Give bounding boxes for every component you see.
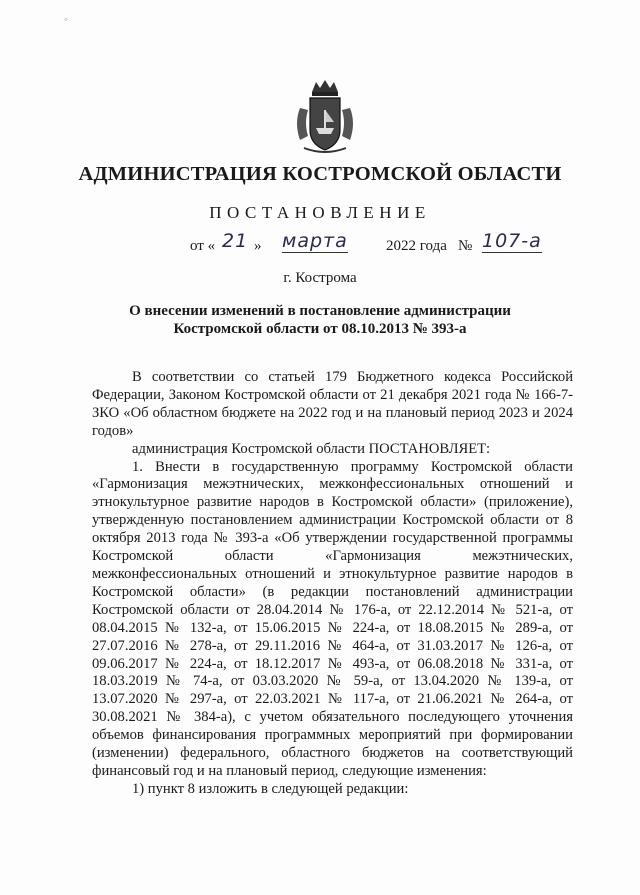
- document-type: ПОСТАНОВЛЕНИЕ: [209, 203, 431, 222]
- date-number-line: [190, 230, 570, 260]
- date-prefix: от «: [190, 238, 216, 254]
- body-paragraph: администрация Костромской области ПОСТАНОВЛЯЕТ:: [132, 440, 491, 457]
- body-paragraph: 1) пункт 8 изложить в следующей редакции:: [132, 780, 409, 797]
- number-handwritten: 107-а: [482, 230, 542, 252]
- subject-line: О внесении изменений в постановление администрации: [129, 303, 511, 319]
- scan-mark: ◦: [64, 14, 68, 26]
- document-body: [92, 369, 573, 799]
- org-title: АДМИНИСТРАЦИЯ КОСТРОМСКОЙ ОБЛАСТИ: [78, 163, 562, 185]
- date-month-handwritten: марта: [282, 230, 348, 252]
- number-sign: №: [458, 238, 473, 254]
- date-day-handwritten: 21: [222, 230, 249, 252]
- body-paragraph: В соответствии со статьей 179 Бюджетного кодекса Российской Федерации, Законом Костромской области от 21 декабря 2021 года № 166-7-ЗКО «Об областном бюджете на 2022 год и на плановый период 2023 и 2024 годов»: [92, 369, 573, 439]
- kostroma-coat-of-arms-icon: [290, 78, 360, 158]
- document-subject: [0, 302, 640, 338]
- city: г. Кострома: [283, 270, 357, 286]
- date-year: 2022 года: [386, 238, 447, 254]
- date-quote-close: »: [254, 238, 262, 254]
- body-paragraph: 1. Внести в государственную программу Костромской области «Гармонизация межэтнических, межконфессиональных отношений и этнокультурное развитие народов в Костромской области» (приложение), утвержденную постановлением администрации Костромской области от 8 октября 2013 года № 393-а «Об утверждении государственной программы Костромской области «Гармонизация межэтнических, межконфессиональных отношений и этнокультурное развитие народов в Костромской области» (в редакции постановлений администрации Костромской области от 28.04.2014 № 176-а, от 22.12.2014 № 521-а, от 08.04.2015 № 132-а, от 15.06.2015 № 224-а, от 18.08.2015 № 289-а, от 27.07.2016 № 278-а, от 29.11.2016 № 464-а, от 31.03.2017 № 126-а, от 09.06.2017 № 224-а, от 18.12.2017 № 493-а, от 06.08.2018 № 331-а, от 18.03.2019 № 74-а, от 03.03.2020 № 59-а, от 13.04.2020 № 139-а, от 13.07.2020 № 297-а, от 22.03.2021 № 117-а, от 21.06.2021 № 264-а, от 30.08.2021 № 384-а), с учетом обязательного последующего уточнения объемов финансирования программных мероприятий при формировании (изменении) федерального, областного бюджетов на соответствующий финансовый год и на плановый период, следующие изменения:: [92, 458, 573, 779]
- subject-line: Костромской области от 08.10.2013 № 393-а: [173, 321, 467, 337]
